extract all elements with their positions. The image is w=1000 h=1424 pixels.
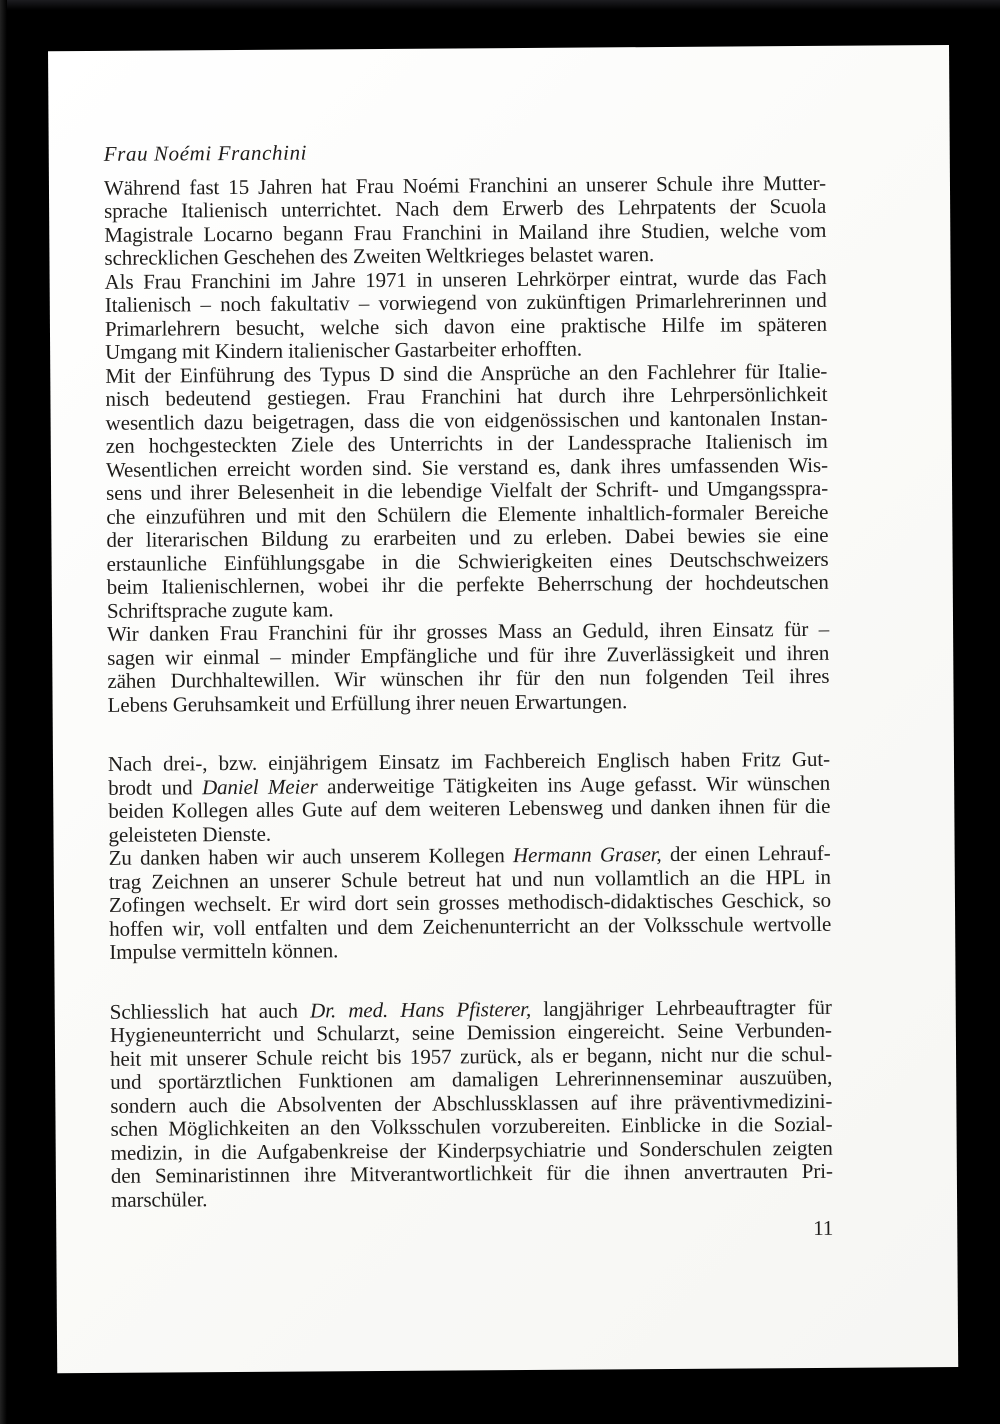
scanner-edge-glow-top (0, 0, 1000, 10)
text-line: schen Möglichkeiten an den Volksschulen vorzubereiten. Einblicke in die Sozial- (110, 1111, 833, 1141)
text-line: che einzuführen und mit den Schülern die Elemente inhaltlich-formaler Bereiche (106, 499, 829, 529)
text-line: Schliesslich hat auch Dr. med. Hans Pfisterer, langjähriger Lehrbeauftragter für (109, 994, 832, 1024)
text-line: sondern auch die Absolventen der Abschlussklassen auf ihre präventivmedizini- (110, 1088, 833, 1118)
document-page (48, 45, 958, 1373)
text-line: Nach drei-, bzw. einjährigem Einsatz im Fachbereich Englisch haben Fritz Gut- (107, 746, 831, 776)
text-line: Wesentlichen erreicht worden sind. Sie verstand es, dank ihres umfassenden Wis- (105, 452, 829, 482)
text-block (108, 748, 831, 965)
page-heading: Frau Noémi Franchini (103, 140, 308, 166)
text-line: sens und ihrer Belesenheit in die lebendige Vielfalt der Schrift- und Umgangsspra- (106, 475, 829, 505)
text-line: medizin, in die Aufgabenkreise der Kinderpsychiatrie und Sonderschulen zeigten (110, 1135, 833, 1165)
text-line: trag Zeichnen an unserer Schule betreut hat und nun vollamtlich an die HPL in (108, 864, 831, 894)
text-line: und sportärztlichen Funktionen am damaligen Lehrerinnenseminar auszuüben, (110, 1064, 833, 1094)
text-line: Zu danken haben wir auch unserem Kollegen Hermann Graser, der einen Lehrauf- (108, 840, 831, 870)
text-line: Italienisch – noch fakultativ – vorwiegend von zukünftigen Primarlehrerinnen und (104, 287, 827, 317)
text-line: hoffen wir, voll entfalten und dem Zeichenunterricht an der Volksschule wertvolle (109, 911, 832, 941)
text-line: Umgang mit Kindern italienischer Gastarbeiter erhofften. (105, 336, 583, 364)
text-line: Lebens Geruhsamkeit und Erfüllung ihrer neuen Erwartungen. (107, 688, 628, 717)
paragraph (104, 171, 827, 270)
text-line: Während fast 15 Jahren hat Frau Noémi Franchini an unserer Schule ihre Mutter- (103, 170, 827, 200)
text-line: sprache Italienisch unterrichtet. Nach dem Erwerb des Lehrpatents der Scuola (104, 193, 827, 223)
text-line: zen hochgesteckten Ziele des Unterrichts in der Landessprache Italienisch im (105, 428, 828, 458)
text-line: marschüler. (110, 1186, 208, 1212)
text-line: brodt und Daniel Meier anderweitige Tätigkeiten ins Auge gefasst. Wir wünschen (108, 770, 831, 800)
text-line: zähen Durchhaltewillen. Wir wünschen ihr für den nun folgenden Teil ihres (107, 663, 830, 693)
paragraph (109, 842, 832, 965)
text-body (104, 138, 834, 1246)
text-line: Wir danken Frau Franchini für ihr grosses Mass an Geduld, ihren Einsatz für – (107, 616, 830, 646)
paragraph (105, 359, 829, 623)
text-block (104, 171, 830, 717)
text-line: Schriftsprache zugute kam. (106, 596, 334, 623)
text-block (110, 995, 833, 1212)
paragraph (105, 265, 828, 364)
text-line: Primarlehrern besucht, welche sich davon eine praktische Hilfe im späteren (104, 311, 828, 341)
page-number: 11 (813, 1215, 834, 1240)
text-line: beim Italienischlernen, wobei ihr die perfekte Beherrschung der hochdeutschen (106, 569, 829, 599)
text-line: beiden Kollegen alles Gute auf dem weiteren Lebensweg und danken ihnen für die (108, 793, 831, 823)
text-line: Magistrale Locarno begann Frau Franchini in Mailand ihre Studien, welche vom (104, 217, 827, 247)
text-line: geleisteten Dienste. (108, 821, 272, 847)
italic-name: Dr. med. Hans Pfisterer, (310, 996, 532, 1022)
text-line: schrecklichen Geschehen des Zweiten Weltkrieges belastet waren. (104, 242, 655, 270)
text-line: der literarischen Bildung zu erarbeiten und zu erleben. Dabei bewies sie eine (106, 522, 829, 552)
text-line: nisch bedeutend gestiegen. Frau Franchini hat durch ihre Lehrpersönlichkeit (105, 381, 828, 411)
text-line: erstaunliche Einfühlungsgabe in die Schwierigkeiten eines Deutschschweizers (106, 546, 829, 576)
text-line: wesentlich dazu beigetragen, dass die von eidgenössischen und kantonalen Instan- (105, 405, 828, 435)
text-line: Impulse vermitteln können. (109, 938, 339, 964)
italic-name: Daniel Meier (201, 773, 318, 799)
text-line: Hygieneunterricht und Schularzt, seine Demission eingereicht. Seine Verbunden- (109, 1017, 832, 1047)
text-line: heit mit unserer Schule reicht bis 1957 zurück, als er begann, nicht nur die schul- (109, 1041, 833, 1071)
scanner-edge-glow-left (0, 0, 7, 1424)
paragraph (107, 618, 830, 717)
text-line: Zofingen wechselt. Er wird dort sein grosses methodisch-didaktisches Geschick, so (108, 887, 832, 917)
text-line: Mit der Einführung des Typus D sind die Ansprüche an den Fachlehrer für Italie- (105, 358, 828, 388)
text-line: den Seminaristinnen ihre Mitverantwortlichkeit für die ihnen anvertrauten Pri- (110, 1158, 833, 1188)
paragraph (110, 995, 833, 1212)
text-line: Als Frau Franchini im Jahre 1971 in unseren Lehrkörper eintrat, wurde das Fach (104, 264, 827, 294)
italic-name: Hermann Graser, (512, 842, 662, 868)
text-line: sagen wir einmal – minder Empfängliche und für ihre Zuverlässigkeit und ihren (107, 640, 830, 670)
paragraph (108, 748, 831, 847)
